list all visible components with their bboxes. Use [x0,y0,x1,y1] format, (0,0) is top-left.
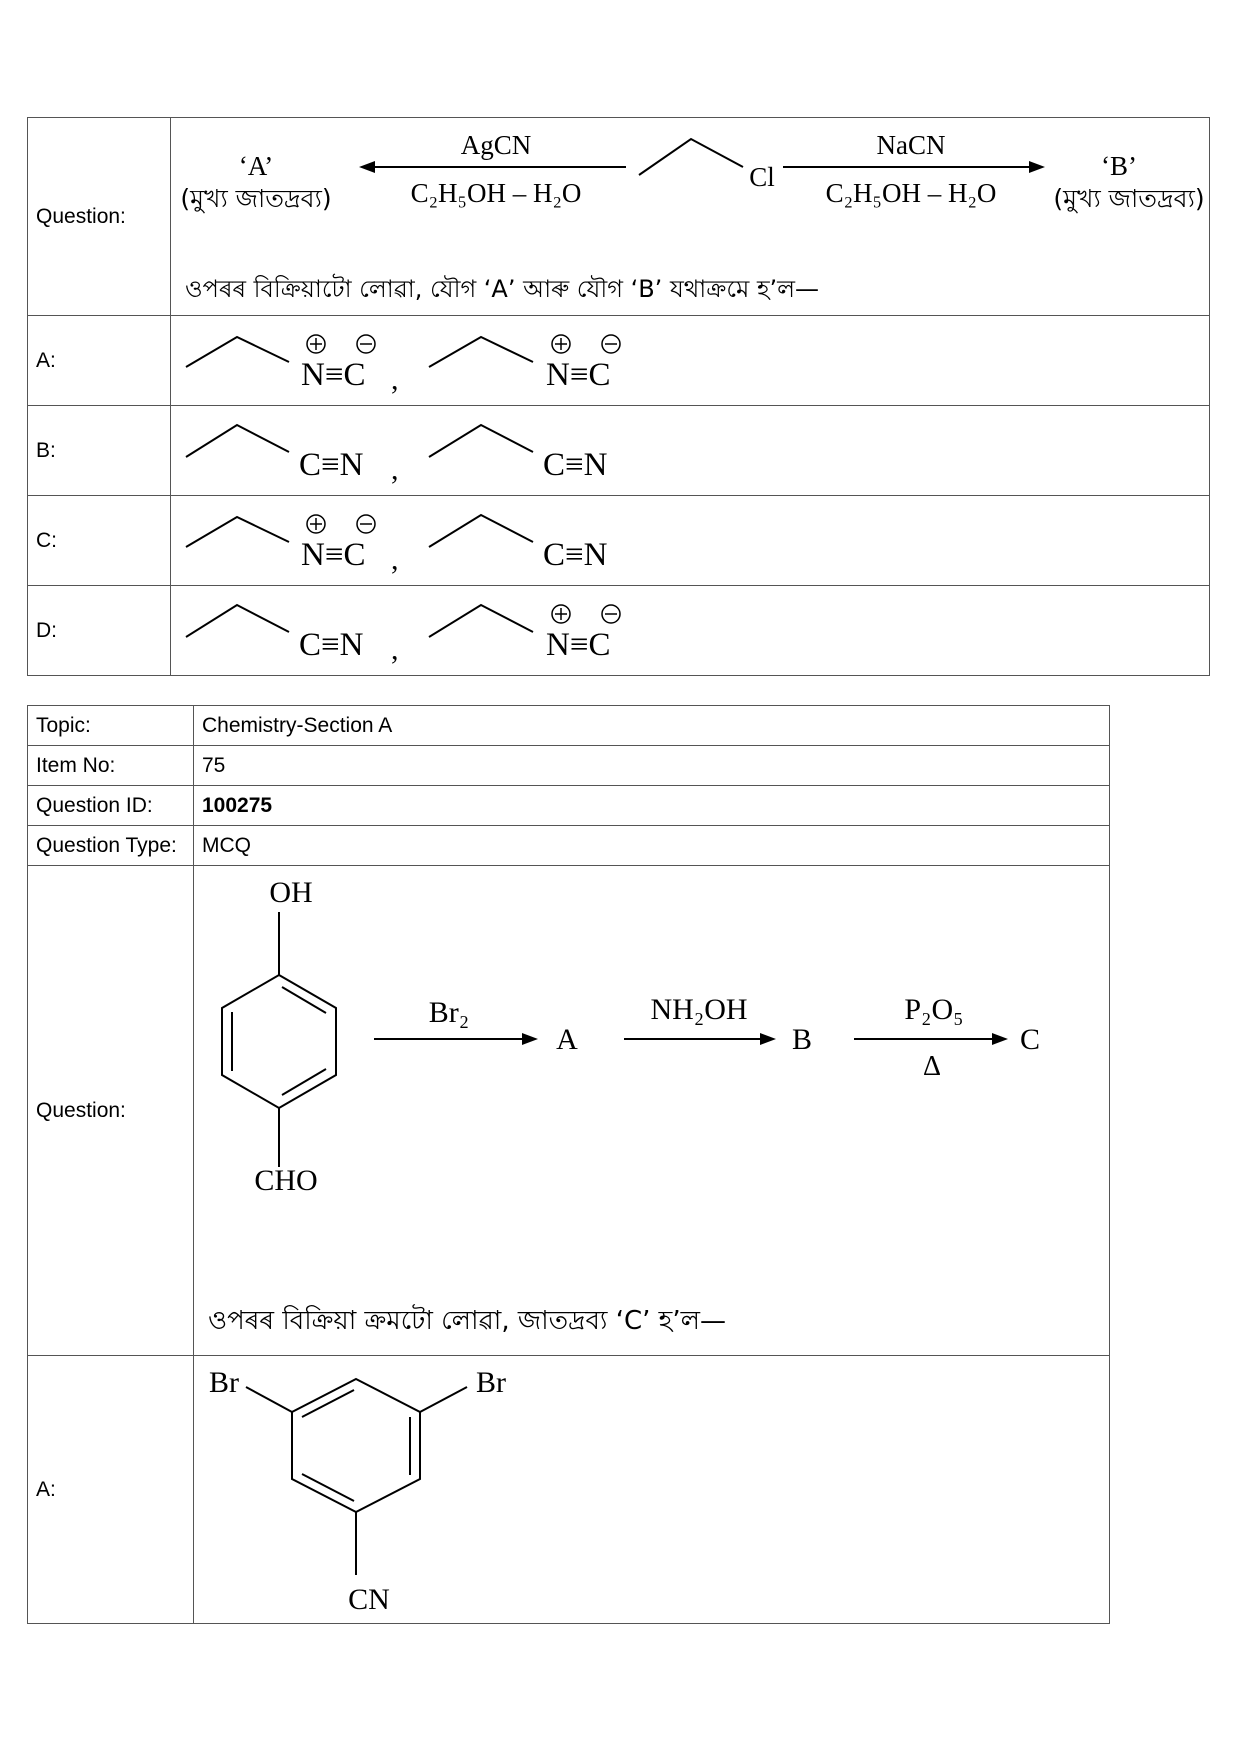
ethyl-chain [186,425,289,457]
question-table-2 [27,705,1110,1624]
question-id-value: 100275 [194,786,1110,826]
heat-symbol: Δ [922,1050,942,1082]
item-no-label: Item No: [28,746,194,786]
product-b-label: ‘B’ [1101,150,1137,181]
ethyl-chain [186,517,289,547]
nacn-reagent: NaCN [876,129,946,160]
ethyl-chain [429,337,533,367]
ethyl-chain [429,605,533,637]
isocyanide-group: N≡C [301,536,366,573]
inner-double-bond [282,1069,326,1095]
right-arrow-head [1029,161,1045,173]
step3-arrow-head [992,1033,1008,1045]
benzene-ring [292,1379,420,1512]
option-b-cell[interactable] [171,406,1210,496]
nitrile-group: C≡N [543,446,608,483]
question-id-label: Question ID: [28,786,194,826]
option-a-structure [194,1357,1109,1623]
aldehyde-group: CHO [254,1163,318,1197]
option-d-structures [171,587,1209,675]
product-a: A [556,1022,578,1056]
reaction-scheme-1 [171,119,1209,315]
question-label: Question: [28,866,194,1356]
topic-label: Topic: [28,706,194,746]
option-c-cell[interactable] [171,496,1210,586]
step1-arrow-head [522,1033,538,1045]
ethyl-chain [186,605,289,637]
separator: , [391,542,399,576]
ethyl-chain [186,337,289,367]
question-type-label: Question Type: [28,826,194,866]
chlorine-atom: Cl [749,161,775,192]
agcn-reagent: AgCN [460,129,532,160]
left-br-bond [246,1387,292,1412]
option-a-cell[interactable] [171,316,1210,406]
plus-sign [555,608,567,620]
reaction-scheme-2 [194,867,1109,1355]
option-c-label: C: [28,496,171,586]
item-no-value: 75 [194,746,1110,786]
plus-sign [310,338,322,350]
nitrile-group: C≡N [543,536,608,573]
ethyl-chain [429,515,533,547]
question-table-1 [27,117,1210,676]
bromine-reagent: Br₂ [428,995,470,1029]
option-b-structures [171,407,1209,495]
isocyanide-group: N≡C [546,626,611,663]
step2-arrow-head [760,1033,776,1045]
question-cell [171,118,1210,316]
inner-double-bond [282,987,326,1013]
hydroxyl-group: OH [269,875,313,909]
right-br-bond [420,1387,467,1412]
option-b-label: B: [28,406,171,496]
option-d-cell[interactable] [171,586,1210,676]
option-d-label: D: [28,586,171,676]
bromo-substituent: Br [476,1365,506,1399]
left-arrow-head [359,161,375,173]
product-a-note: (মুখ্য জাতদ্ৰব্য) [180,183,332,213]
bromo-substituent: Br [209,1365,239,1399]
separator: , [391,362,399,396]
option-a-cell[interactable] [194,1356,1110,1624]
question-label: Question: [28,118,171,316]
product-b: B [791,1022,813,1056]
product-c: C [1019,1022,1041,1056]
topic-value: Chemistry-Section A [194,706,1110,746]
question-text-1: ওপৰৰ বিক্ৰিয়াটো লোৱা, যৌগ ‘A’ আৰু যৌগ ‘B’ যথাক্ৰমে হ’ল— [185,274,820,303]
question-cell [194,866,1110,1356]
option-a-label: A: [28,316,171,406]
right-solvent: C₂H₅OH – H₂O [825,177,997,208]
question-text-2: ওপৰৰ বিক্ৰিয়া ক্ৰমটো লোৱা, জাতদ্ৰব্য ‘C’ হ’ল— [208,1305,726,1336]
p2o5-reagent: P₂O₅ [904,992,964,1026]
isocyanide-group: N≡C [546,356,611,393]
separator: , [391,452,399,486]
question-type-value: MCQ [194,826,1110,866]
plus-sign [310,518,322,530]
nitrile-group: C≡N [299,446,364,483]
separator: , [391,632,399,666]
left-solvent: C₂H₅OH – H₂O [410,177,582,208]
product-b-note: (মুখ্য জাতদ্ৰব্য) [1053,183,1205,213]
option-a-structures [171,317,1209,405]
isocyanide-group: N≡C [301,356,366,393]
nitrile-substituent: CN [348,1582,390,1616]
plus-sign [555,338,567,350]
option-a-label: A: [28,1356,194,1624]
ethyl-chain [429,425,533,457]
nitrile-group: C≡N [299,626,364,663]
hydroxylamine-reagent: NH₂OH [650,992,748,1026]
benzene-ring [222,975,336,1108]
option-c-structures [171,497,1209,585]
ethyl-chain [639,139,743,175]
product-a-label: ‘A’ [238,150,274,181]
